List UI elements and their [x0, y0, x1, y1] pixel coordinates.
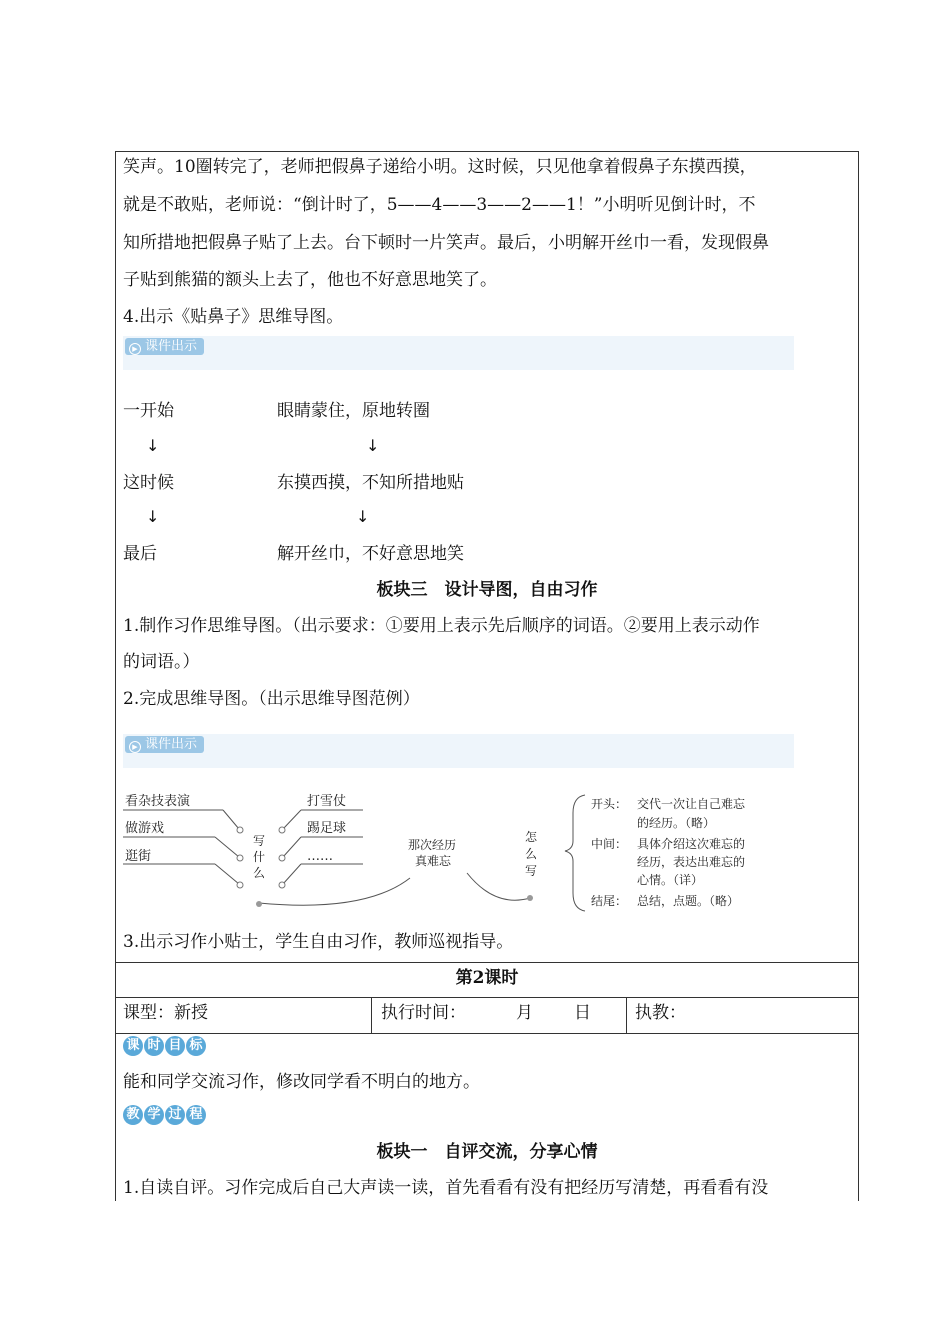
- table-rule: [115, 1033, 859, 1034]
- process-badge-char: 程: [186, 1105, 206, 1125]
- block1-item1: 1.自读自评。习作完成后自己大声读一读，首先看看有没有把经历写清楚，再看看有没: [123, 1178, 769, 1198]
- mm-outline-3-line-1: 总结，点题。（略）: [637, 894, 740, 908]
- flow-arrow-down-icon: ↓: [146, 507, 160, 526]
- lesson-type-cell: 课型：新授: [123, 1003, 208, 1023]
- mm-outline-label-1: 开头：: [591, 797, 628, 811]
- mm-center-line-1: 那次经历: [408, 838, 457, 852]
- flow-detail-1: 眼睛蒙住，原地转圈: [277, 401, 430, 421]
- courseware-badge: [125, 736, 204, 753]
- mm-outline-label-3: 结尾：: [591, 894, 628, 908]
- lesson-goal-text: 能和同学交流习作，修改同学看不明白的地方。: [123, 1072, 480, 1092]
- teacher-label: 执教：: [635, 1003, 686, 1023]
- mm-right-item-2: 踢足球: [307, 821, 347, 836]
- mm-how-char-3: 写: [525, 864, 538, 878]
- mm-what-char-1: 写: [253, 834, 266, 848]
- mm-right-item-3: ……: [307, 849, 333, 864]
- teaching-process-badge: [123, 1105, 206, 1127]
- courseware-badge: [125, 338, 204, 355]
- mm-right-item-1: 打雪仗: [307, 794, 347, 809]
- mm-what-char-2: 什: [253, 850, 266, 864]
- mind-map-svg: [115, 783, 859, 913]
- exec-time-label: 执行时间：: [381, 1003, 466, 1023]
- table-col-divider: [371, 997, 372, 1033]
- flow-detail-2: 东摸西摸，不知所措地贴: [277, 473, 464, 493]
- mm-left-item-3: 逛街: [125, 849, 152, 864]
- flow-arrow-down-icon: ↓: [366, 436, 380, 455]
- intro-line-2: 就是不敢贴，老师说：“倒计时了，5——4——3——2——1！”小明听见倒计时，不: [123, 195, 756, 215]
- block1-title: 板块一 自评交流，分享心情: [376, 1142, 598, 1162]
- mm-what-char-3: 么: [253, 866, 266, 880]
- intro-line-1: 笑声。10圈转完了，老师把假鼻子递给小明。这时候，只见他拿着假鼻子东摸西摸，: [123, 157, 757, 177]
- process-badge-char: 教: [123, 1105, 143, 1125]
- mm-left-item-2: 做游戏: [125, 821, 165, 836]
- goal-badge-char: 目: [165, 1036, 185, 1056]
- courseware-banner-2: [123, 734, 794, 768]
- play-circle-icon: ▶: [129, 741, 141, 753]
- process-badge-char: 学: [144, 1105, 164, 1125]
- flow-stage-2: 这时候: [123, 473, 174, 493]
- mm-outline-2-line-3: 心情。（详）: [637, 873, 704, 887]
- exec-time-month: 月: [516, 1003, 533, 1023]
- mm-outline-1-line-1: 交代一次让自己难忘: [637, 797, 746, 811]
- mm-outline-label-2: 中间：: [591, 837, 628, 851]
- exec-time-day: 日: [574, 1003, 591, 1023]
- courseware-label: 课件出示: [145, 737, 198, 752]
- block3-item1-line2: 的词语。）: [123, 652, 200, 672]
- node-dot: [256, 901, 262, 907]
- mm-how-char-2: 么: [525, 847, 538, 861]
- mm-outline-2-line-2: 经历，表达出难忘的: [637, 855, 746, 869]
- mm-outline-2-line-1: 具体介绍这次难忘的: [637, 837, 746, 851]
- flow-stage-3: 最后: [123, 544, 157, 564]
- table-rule: [115, 962, 859, 963]
- block3-item3: 3.出示习作小贴士，学生自由习作，教师巡视指导。: [123, 932, 514, 952]
- intro-line-4: 子贴到熊猫的额头上去了，他也不好意思地笑了。: [123, 270, 497, 290]
- table-rule: [115, 997, 859, 998]
- flow-detail-3: 解开丝巾，不好意思地笑: [277, 544, 464, 564]
- table-col-divider: [626, 997, 627, 1033]
- item-4-text: 4.出示《贴鼻子》思维导图。: [123, 307, 344, 327]
- courseware-banner-1: [123, 336, 794, 370]
- block3-item2: 2.完成思维导图。（出示思维导图范例）: [123, 689, 420, 709]
- block3-item1-line1: 1.制作习作思维导图。（出示要求：①要用上表示先后顺序的词语。②要用上表示动作: [123, 616, 760, 636]
- writing-mind-map: [115, 783, 859, 913]
- intro-line-3: 知所措地把假鼻子贴了上去。台下顿时一片笑声。最后，小明解开丝巾一看，发现假鼻: [123, 233, 769, 253]
- goal-badge-char: 课: [123, 1036, 143, 1056]
- mm-left-item-1: 看杂技表演: [125, 794, 191, 809]
- goal-badge-char: 时: [144, 1036, 164, 1056]
- block3-title: 板块三 设计导图，自由习作: [376, 580, 598, 600]
- courseware-label: 课件出示: [145, 339, 198, 354]
- mm-outline-1-line-2: 的经历。（略）: [637, 816, 716, 830]
- flow-arrow-down-icon: ↓: [146, 436, 160, 455]
- node-dot: [527, 895, 533, 901]
- flow-stage-1: 一开始: [123, 401, 174, 421]
- process-badge-char: 过: [165, 1105, 185, 1125]
- lesson-goal-badge: [123, 1036, 206, 1058]
- goal-badge-char: 标: [186, 1036, 206, 1056]
- mm-center-line-2: 真难忘: [415, 854, 452, 868]
- mm-how-char-1: 怎: [525, 830, 538, 844]
- play-circle-icon: ▶: [129, 343, 141, 355]
- lesson2-title: 第2课时: [455, 968, 519, 988]
- flow-arrow-down-icon: ↓: [356, 507, 370, 526]
